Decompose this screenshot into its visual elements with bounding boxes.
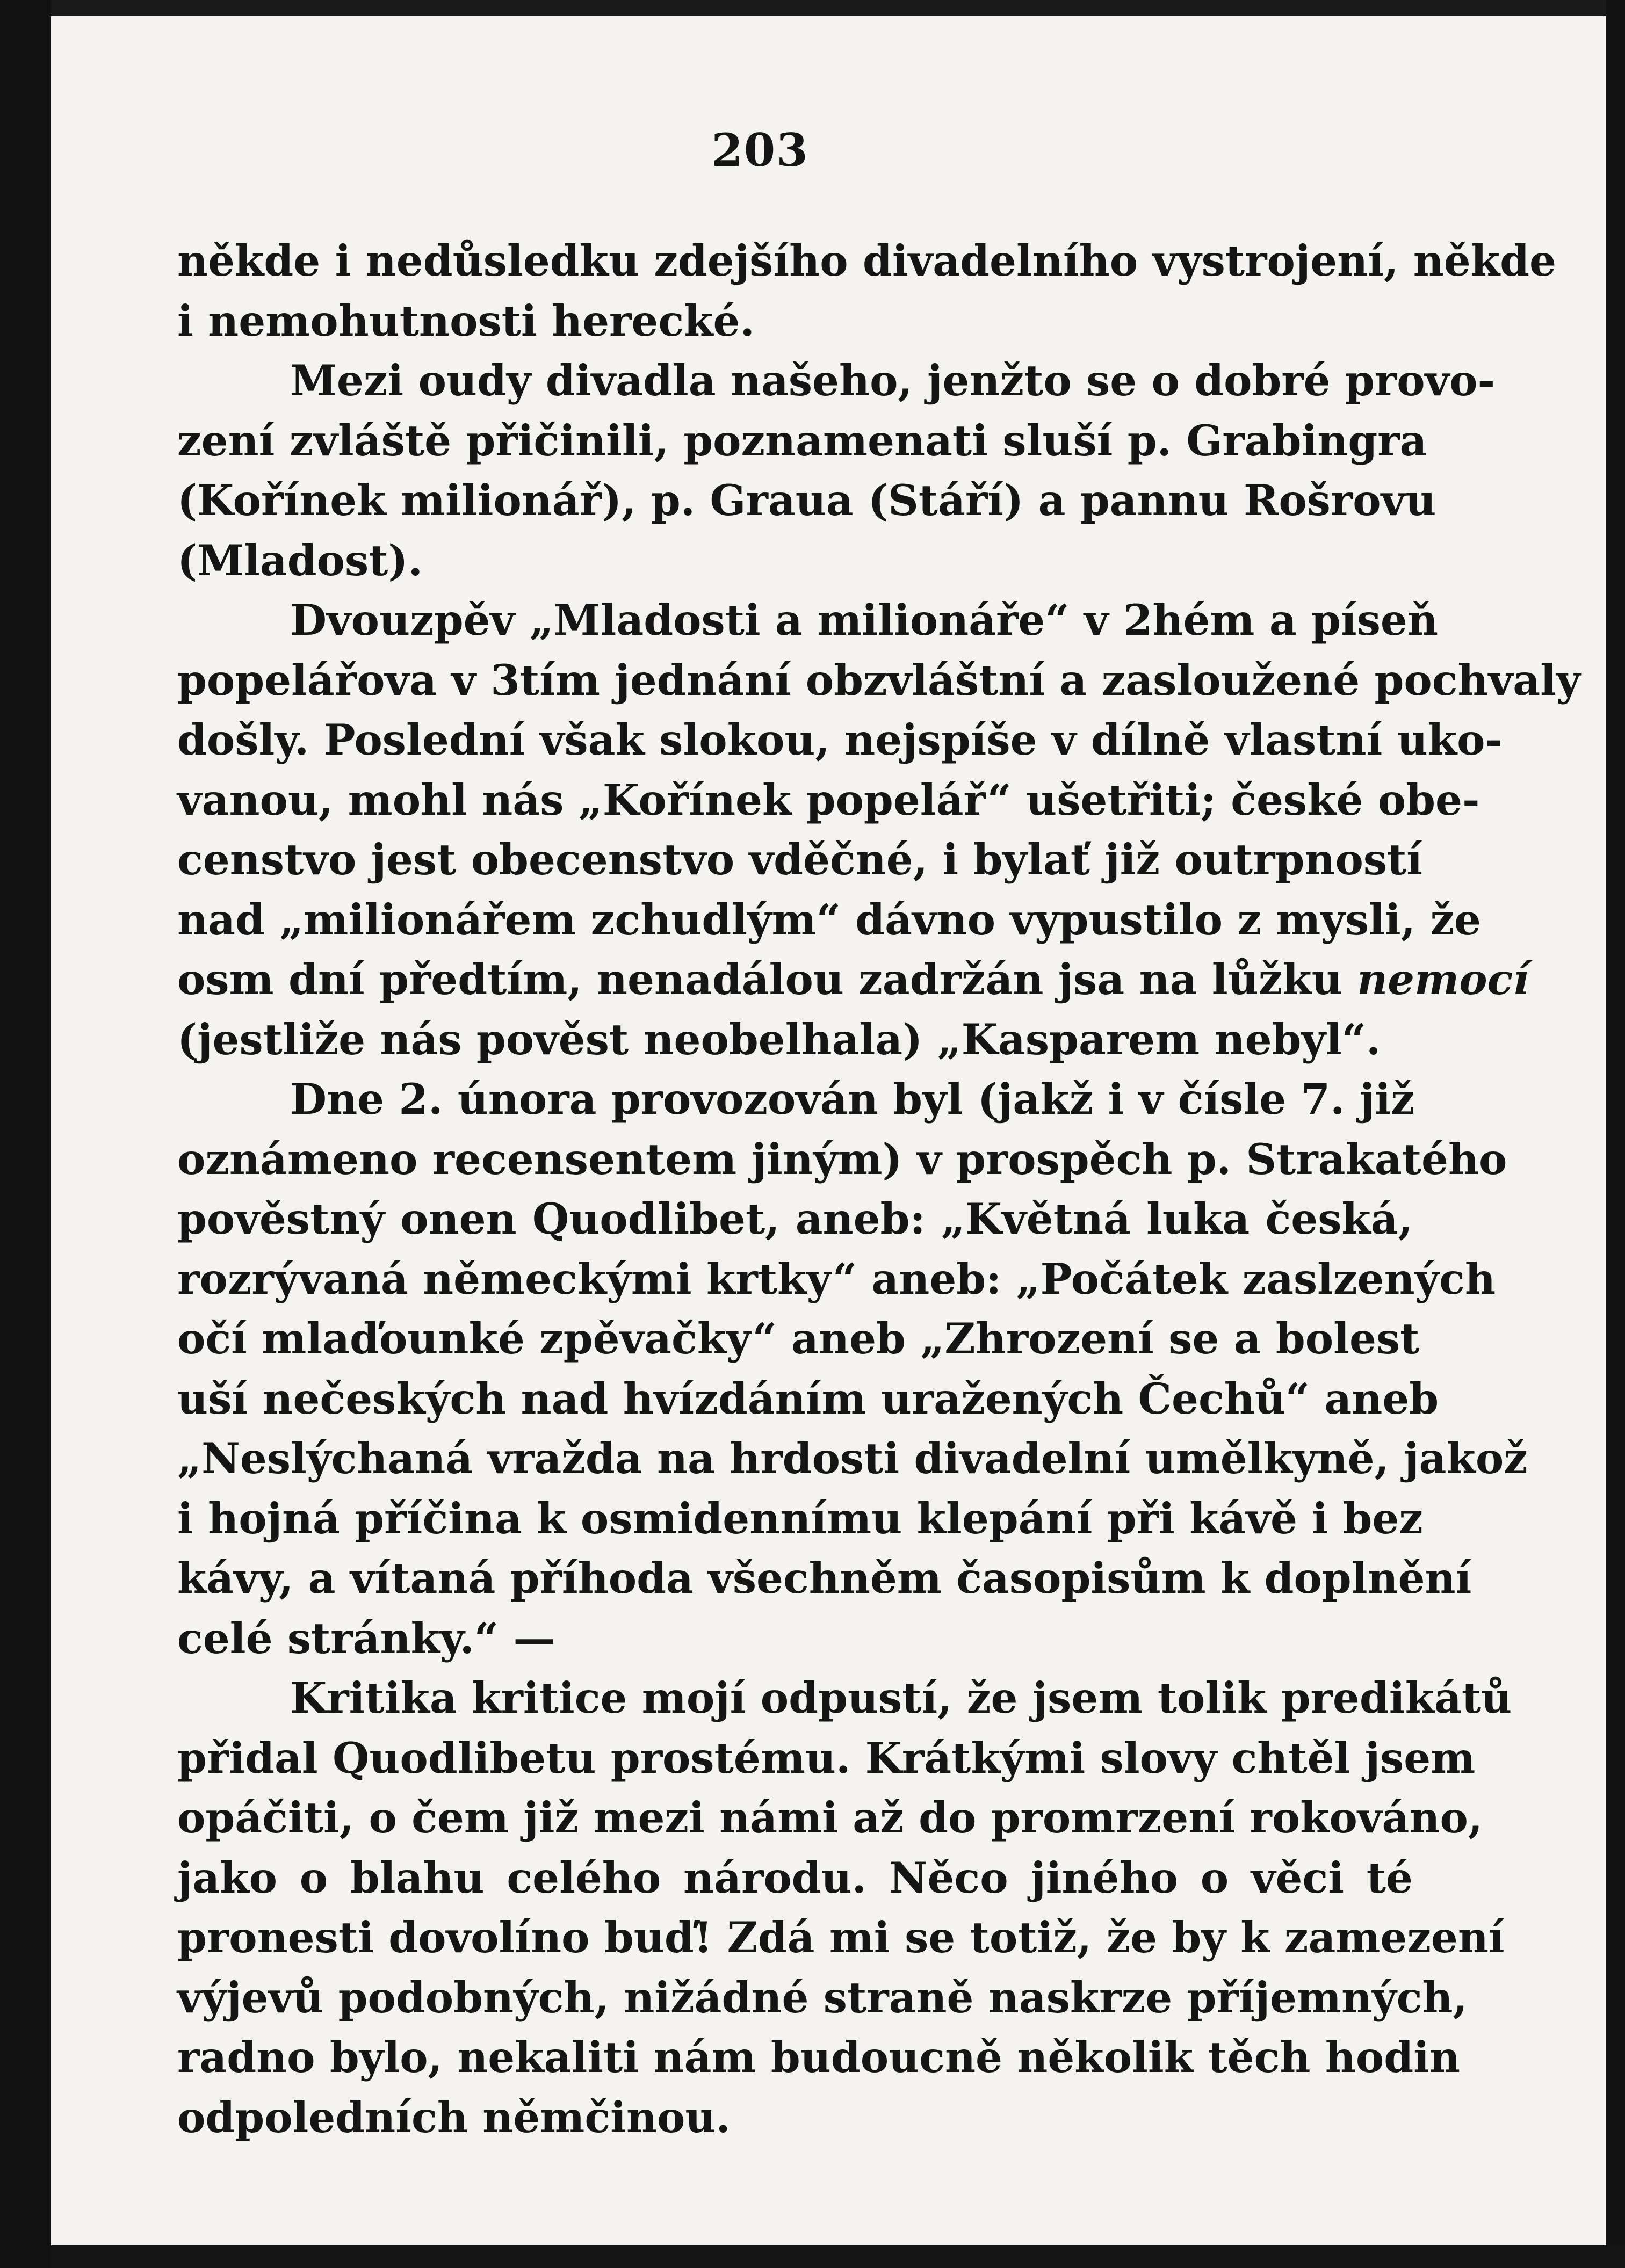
text-line: Dvouzpěv „Mladosti a milionáře“ v 2hém a píseň xyxy=(290,595,1438,645)
text-line: i nemohutnosti herecké. xyxy=(177,295,755,346)
text-line: (Kořínek milionář), p. Graua (Stáří) a pannu Rošrovu xyxy=(177,475,1436,525)
text-line: nad „milionářem zchudlým“ dávno vypustilo z mysli, že xyxy=(177,894,1481,945)
text-line: zení zvláště přičinili, poznamenati sluší p. Grabingra xyxy=(177,415,1427,466)
page-number: 203 xyxy=(711,124,809,177)
text-line: popelářova v 3tím jednání obzvláštní a zasloužené pochvaly xyxy=(177,655,1581,705)
text-line: pověstný onen Quodlibet, aneb: „Květná luka česká, xyxy=(177,1194,1413,1244)
scan-border-right xyxy=(1606,0,1625,2268)
text-line: (jestliže nás pověst neobelhala) „Kasparem nebyl“. xyxy=(177,1014,1381,1064)
italic-word: nemocí xyxy=(1357,954,1529,1004)
body-text xyxy=(177,231,1581,2147)
text-line: uší nečeských nad hvízdáním uražených Čechů“ aneb xyxy=(177,1373,1439,1424)
text-line: rozrývaná německými krtky“ aneb: „Počátek zaslzených xyxy=(177,1253,1496,1304)
text-line: jako o blahu celého národu. Něco jiného o věci té xyxy=(177,1852,1413,1903)
scan-border-bottom xyxy=(51,2245,1625,2268)
text-line: (Mladost). xyxy=(177,535,423,585)
text-line: Kritika kritice mojí odpustí, že jsem tolik predikátů xyxy=(290,1673,1512,1723)
text-line: odpoledních němčinou. xyxy=(177,2092,731,2142)
scan-border-left xyxy=(0,0,51,2268)
text-line: Dne 2. února provozován byl (jakž i v čísle 7. již xyxy=(290,1074,1415,1124)
text-line: censtvo jest obecenstvo vděčné, i bylať již outrpností xyxy=(177,835,1423,885)
text-line: výjevů podobných, nižádné straně naskrze příjemných, xyxy=(177,1972,1468,2023)
text-line: Mezi oudy divadla našeho, jenžto se o dobré provo- xyxy=(290,356,1496,405)
text-line: i hojná příčina k osmidennímu klepání při kávě i bez xyxy=(177,1493,1423,1544)
text-line-with-italic xyxy=(177,950,1529,1010)
text-line: celé stránky.“ — xyxy=(177,1613,555,1663)
text-line: přidal Quodlibetu prostému. Krátkými slovy chtěl jsem xyxy=(177,1733,1476,1783)
text-line: někde i nedůsledku zdejšího divadelního vystrojení, někde xyxy=(177,236,1556,286)
text-line: oznámeno recensentem jiným) v prospěch p. Strakatého xyxy=(177,1134,1507,1184)
text-line: došly. Poslední však slokou, nejspíše v dílně vlastní uko- xyxy=(177,715,1503,765)
text-fragment: osm dní předtím, nenadálou zadržán jsa na lůžku xyxy=(177,954,1342,1004)
text-line: „Neslýchaná vražda na hrdosti divadelní umělkyně, jakož xyxy=(177,1433,1528,1483)
text-line: opáčiti, o čem již mezi námi až do promrzení rokováno, xyxy=(177,1793,1483,1843)
text-line: pronesti dovolíno buď! Zdá mi se totiž, že by k zamezení xyxy=(177,1912,1505,1962)
text-line: vanou, mohl nás „Kořínek popelář“ ušetřiti; české obe- xyxy=(177,774,1480,825)
text-line: radno bylo, nekaliti nám budoucně několik těch hodin xyxy=(177,2032,1461,2082)
text-line: kávy, a vítaná příhoda všechněm časopisům k doplnění xyxy=(177,1553,1472,1603)
scan-border-top xyxy=(51,0,1625,16)
text-line: očí mlaďounké zpěvačky“ aneb „Zhrození se a bolest xyxy=(177,1314,1420,1364)
